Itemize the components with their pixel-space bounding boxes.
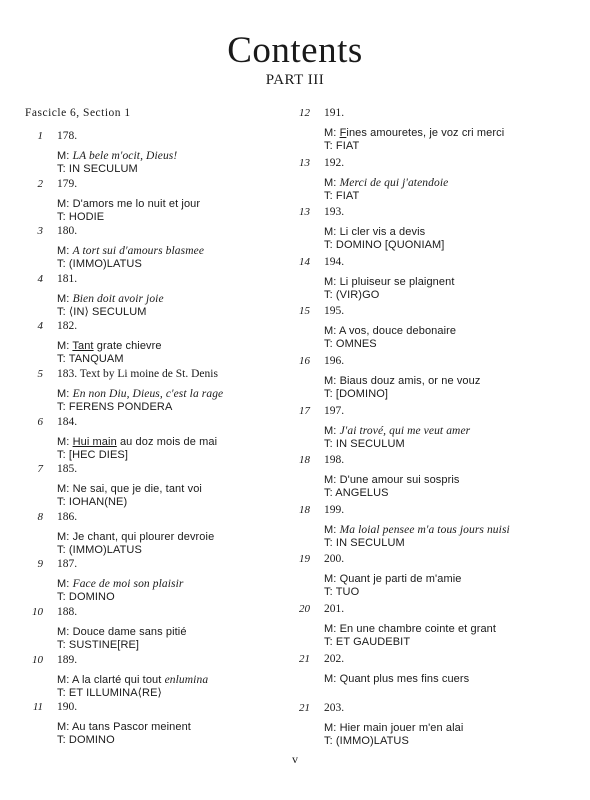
motetus-text: M: D'amors me lo nuit et jour <box>57 197 201 210</box>
page-number: 8 <box>37 510 43 523</box>
motetus-text: M: Biaus douz amis, or ne vouz <box>324 375 481 387</box>
page-number: 17 <box>299 404 310 417</box>
page-number: 19 <box>299 553 310 566</box>
entry-number: 180. <box>57 225 78 238</box>
entry-number: 184. <box>57 415 78 428</box>
page-number: 18 <box>299 454 310 467</box>
motetus-incipit: enlumina <box>164 673 209 686</box>
motetus-text-rest: grate chievre <box>93 340 162 353</box>
page-number: 10 <box>32 606 43 618</box>
motetus-text-rest: au doz mois de mai <box>116 435 218 448</box>
motetus-line <box>324 375 480 388</box>
motetus-underlined: Tant <box>72 340 94 353</box>
entry-number: 194. <box>324 255 345 268</box>
page-number: 10 <box>32 653 43 666</box>
motetus-line <box>324 623 496 636</box>
page-title: Contents <box>227 30 363 71</box>
motetus-text: M: <box>57 388 73 400</box>
entry-number: 183. Text by Li moine de St. Denis <box>57 368 218 380</box>
tenor-line: T: (IMMO)LATUS <box>324 735 409 748</box>
motetus-line <box>324 673 469 686</box>
tenor-line: T: IOHAN(NE) <box>57 496 128 509</box>
motetus-line <box>57 626 187 639</box>
tenor-line: T: FIAT <box>324 189 360 202</box>
tenor-line: T: [DOMINO] <box>324 388 389 400</box>
motetus-text: M: Ne sai, que je die, tant voi <box>57 483 202 496</box>
motetus-text: M: Hier main jouer m'en alai <box>324 722 464 735</box>
entry-number: 186. <box>57 510 78 523</box>
motetus-text: M: <box>324 176 340 189</box>
motetus-text: M: Je chant, qui plourer devroie <box>57 530 215 543</box>
motetus-line <box>57 150 177 163</box>
entry-number: 198. <box>324 454 345 467</box>
entry-number: 190. <box>57 701 78 714</box>
tenor-line: T: TUO <box>324 586 360 599</box>
tenor-line: T: (IMMO)LATUS <box>57 258 142 271</box>
motetus-line <box>57 340 162 353</box>
entry-number: 178. <box>57 130 78 142</box>
page-number: 5 <box>37 368 43 380</box>
motetus-underlined: Hui main <box>72 435 117 448</box>
motetus-text: M: <box>57 578 73 591</box>
page-number: 12 <box>299 107 310 119</box>
page-number: 9 <box>37 558 43 571</box>
motetus-line <box>57 245 204 258</box>
motetus-line <box>324 226 425 239</box>
motetus-line <box>324 325 456 338</box>
motetus-line <box>324 276 455 289</box>
tenor-line: T: IN SECULUM <box>57 163 138 175</box>
entry-number: 188. <box>57 606 78 618</box>
page-number: 15 <box>299 305 310 318</box>
entry-number: 185. <box>57 463 78 476</box>
motetus-line <box>324 573 461 586</box>
tenor-line: T: FIAT <box>324 140 360 152</box>
tenor-line: T: DOMINO [QUONIAM] <box>324 239 445 252</box>
motetus-line <box>57 674 208 687</box>
page-number: 4 <box>37 320 43 333</box>
motetus-text: M: En une chambre cointe et grant <box>324 623 497 635</box>
motetus-text: M: A la clarté qui tout <box>57 673 165 686</box>
motetus-incipit: Bien doit avoir joie <box>72 292 164 305</box>
page-number: 13 <box>299 206 310 219</box>
page-number: 4 <box>37 272 43 285</box>
page-folio: v <box>292 752 298 766</box>
motetus-line <box>57 531 214 544</box>
motetus-line <box>324 177 448 190</box>
entry-number: 189. <box>57 653 78 666</box>
entry-number: 191. <box>324 107 345 119</box>
tenor-line: T: HODIE <box>57 210 105 223</box>
tenor-line: T: DOMINO <box>57 591 115 604</box>
entry-number: 192. <box>324 156 345 169</box>
motetus-incipit: LA bele m'ocit, Dieus! <box>72 150 178 162</box>
tenor-line: T: ET GAUDEBIT <box>324 636 411 648</box>
motetus-line <box>324 722 463 735</box>
entry-number: 181. <box>57 272 78 285</box>
entry-number: 203. <box>324 702 345 715</box>
motetus-text: M: <box>57 245 73 258</box>
page-number: 21 <box>299 702 310 715</box>
tenor-line: T: IN SECULUM <box>324 437 405 450</box>
motetus-text: M: Li pluiseur se plaignent <box>324 275 455 288</box>
motetus-line <box>324 127 504 140</box>
tenor-line: T: FERENS PONDERA <box>57 401 173 413</box>
tenor-line: T: TANQUAM <box>57 353 124 366</box>
motetus-incipit: Merci de qui j'atendoie <box>339 176 449 189</box>
entry-number: 196. <box>324 355 345 367</box>
tenor-line: T: ⟨IN⟩ SECULUM <box>57 305 147 318</box>
motetus-text-rest: ines amouretes, je voz cri merci <box>346 127 505 139</box>
motetus-line <box>57 483 202 496</box>
motetus-incipit: J'ai trové, qui me veut amer <box>339 424 471 437</box>
motetus-incipit: A tort sui d'amours blasmee <box>72 245 205 258</box>
motetus-text: M: Quant plus mes fins cuers <box>324 672 470 685</box>
motetus-incipit: Face de moi son plaisir <box>72 578 184 591</box>
entry-number: 200. <box>324 553 345 566</box>
tenor-line: T: DOMINO <box>57 734 115 747</box>
tenor-line: T: OMNES <box>324 338 377 351</box>
motetus-text: M: D'une amour sui sospris <box>324 474 460 487</box>
entry-number: 187. <box>57 558 78 571</box>
tenor-line: T: (VIR)GO <box>324 288 380 301</box>
page-number: 21 <box>299 652 310 665</box>
motetus-line <box>57 436 217 449</box>
tenor-line: T: ANGELUS <box>324 487 389 500</box>
page-number: 13 <box>299 156 310 169</box>
motetus-line <box>57 198 200 211</box>
page-number: 11 <box>32 701 43 714</box>
entry-number: 193. <box>324 206 345 219</box>
motetus-text: M: A vos, douce debonaire <box>324 325 457 338</box>
motetus-incipit: Ma loial pensee m'a tous jours nuisi <box>339 523 510 536</box>
motetus-text: M: <box>57 435 73 448</box>
motetus-text: M: <box>324 127 340 139</box>
part-heading: PART III <box>265 72 325 88</box>
motetus-text: M: <box>57 292 73 305</box>
tenor-line: T: ET ILLUMINA⟨RE⟩ <box>57 686 162 699</box>
motetus-line <box>324 474 460 487</box>
tenor-line: T: [HEC DIES] <box>57 448 128 461</box>
motetus-text: M: <box>57 340 73 353</box>
entry-number: 195. <box>324 305 345 318</box>
motetus-text: M: Quant je parti de m'amie <box>324 573 462 586</box>
page-number: 6 <box>37 415 43 428</box>
tenor-line: T: (IMMO)LATUS <box>57 543 142 556</box>
motetus-incipit: En non Diu, Dieus, c'est la rage <box>72 388 224 400</box>
tenor-line: T: SUSTINE[RE] <box>57 639 140 651</box>
page-number: 7 <box>37 463 43 476</box>
tenor-line: T: IN SECULUM <box>324 536 405 549</box>
entry-number: 201. <box>324 603 345 615</box>
page-number: 18 <box>299 503 310 516</box>
motetus-text: M: Douce dame sans pitié <box>57 626 187 638</box>
entry-number: 197. <box>324 404 345 417</box>
entry-number: 202. <box>324 652 345 665</box>
motetus-line <box>57 578 183 591</box>
page-number: 3 <box>37 225 43 238</box>
motetus-line <box>57 721 191 734</box>
page-number: 2 <box>37 177 43 190</box>
entry-number: 179. <box>57 177 78 190</box>
motetus-text: M: <box>57 150 73 162</box>
entry-number: 182. <box>57 320 78 333</box>
motetus-line <box>324 425 470 438</box>
page-number: 1 <box>37 130 43 142</box>
motetus-text: M: Li cler vis a devis <box>324 226 426 239</box>
entry-number: 199. <box>324 503 345 516</box>
motetus-underlined: F <box>339 127 347 139</box>
motetus-line <box>57 388 223 401</box>
motetus-text: M: Au tans Pascor meinent <box>57 721 191 734</box>
page-number: 14 <box>299 255 310 268</box>
section-heading: Fascicle 6, Section 1 <box>25 107 131 119</box>
page-number: 16 <box>299 355 310 367</box>
motetus-line <box>324 524 510 537</box>
motetus-text: M: <box>324 523 340 536</box>
motetus-text: M: <box>324 424 340 437</box>
page-number: 20 <box>299 603 310 615</box>
motetus-line <box>57 293 164 306</box>
